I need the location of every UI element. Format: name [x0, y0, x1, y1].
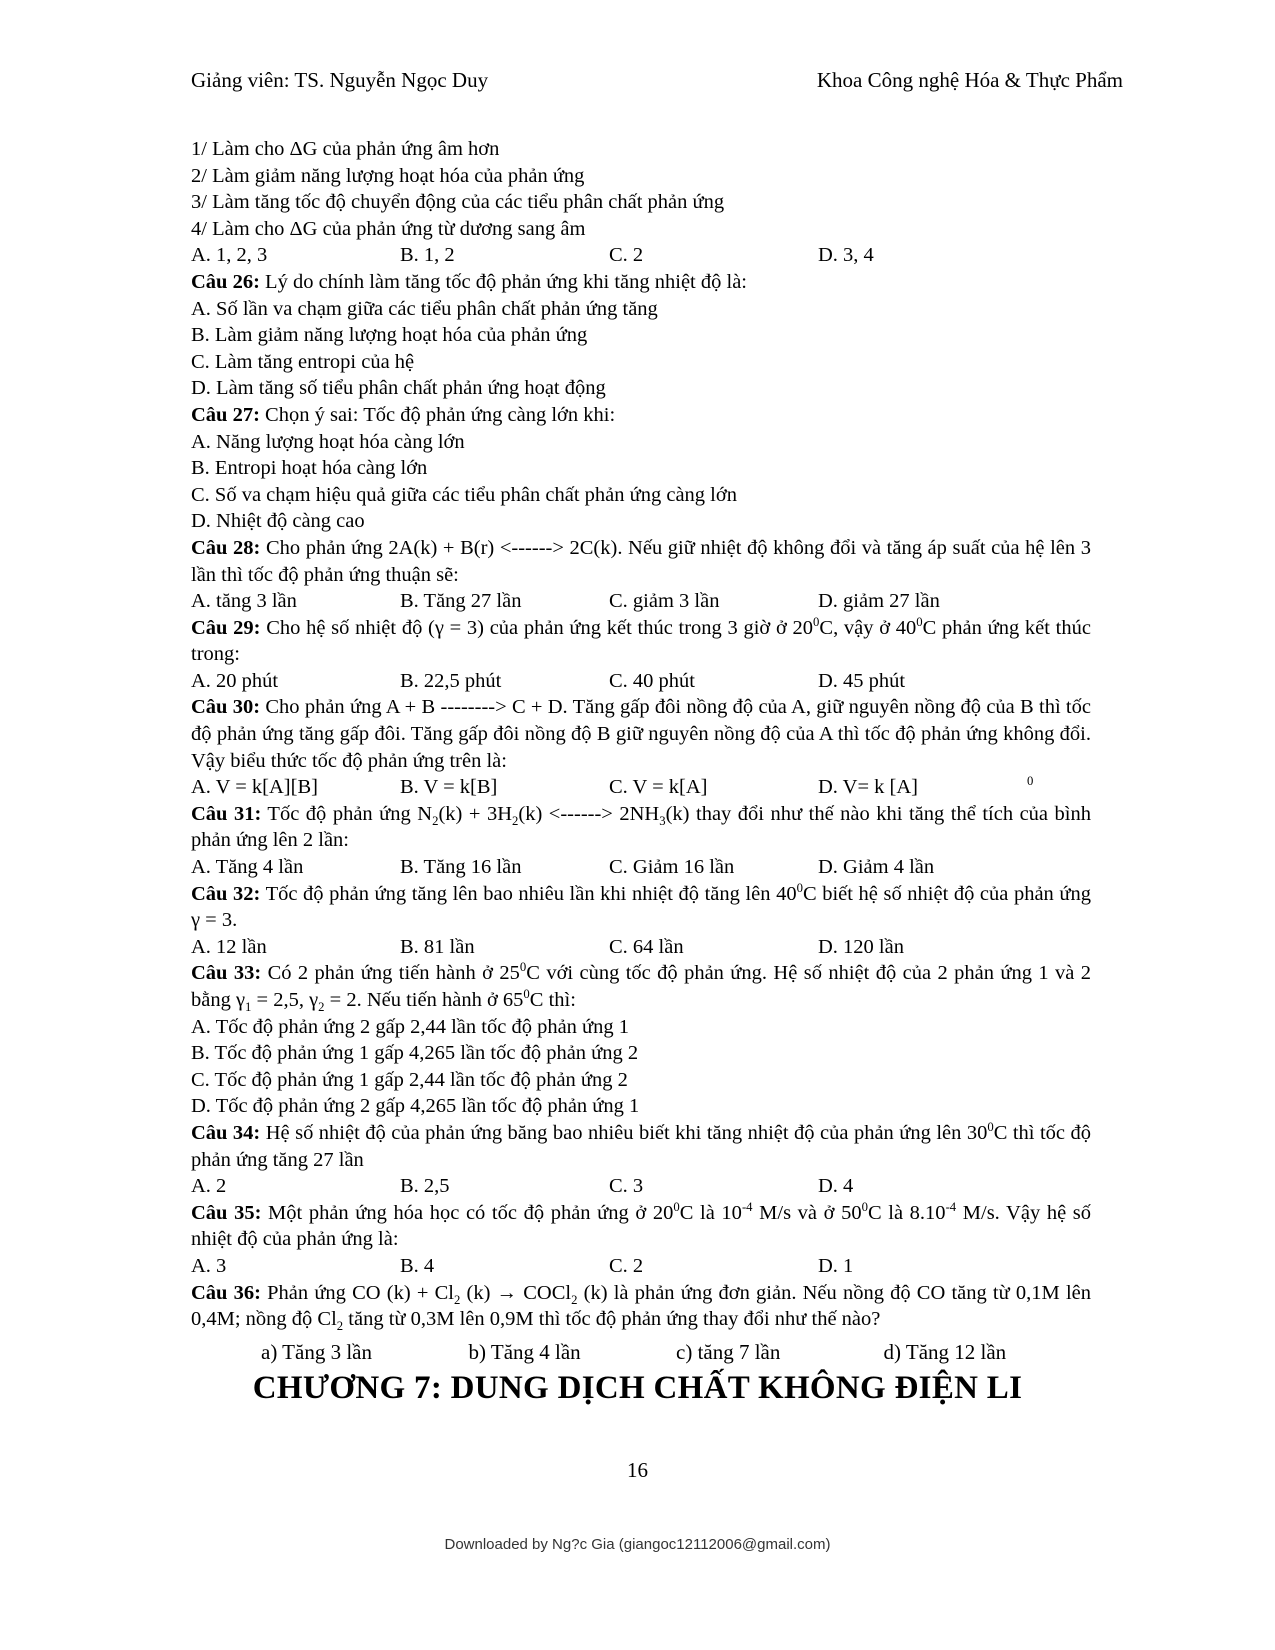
q26-choice-c: C. Làm tăng entropi của hệ: [191, 350, 415, 373]
q25-option-d: D. 3, 4: [818, 244, 874, 267]
q26-choice-a: A. Số lần va chạm giữa các tiểu phân chất phản ứng tăng: [191, 297, 658, 320]
q31-option-b: B. Tăng 16 lần: [400, 856, 522, 879]
q35-text-4: C là 8.10: [867, 1201, 946, 1224]
q29-options: [191, 668, 1091, 695]
q32-option-d: D. 120 lần: [818, 935, 904, 958]
q32-option-a: A. 12 lần: [191, 935, 267, 958]
q36-option-c: c) tăng 7 lần: [676, 1339, 781, 1364]
q36-subscript-1: 2: [453, 1292, 461, 1307]
q33-choice-a: A. Tốc độ phản ứng 2 gấp 2,44 lần tốc độ phản ứng 1: [191, 1015, 630, 1038]
q36-text-1: Phản ứng CO (k) + Cl: [260, 1281, 454, 1304]
q35-superscript-3: 0: [861, 1199, 868, 1214]
q35-option-c: C. 2: [609, 1254, 644, 1277]
q28-option-d: D. giảm 27 lần: [818, 590, 940, 613]
q31-text-1: Tốc độ phản ứng N: [261, 802, 433, 825]
q36-question: [191, 1280, 1091, 1333]
q26-label: Câu 26:: [191, 270, 260, 293]
q31-option-c: C. Giảm 16 lần: [609, 856, 735, 879]
q25-options: [191, 242, 1091, 269]
page-number: 16: [627, 1458, 648, 1482]
q29-option-c: C. 40 phút: [609, 669, 695, 692]
q33-subscript-1: 1: [245, 1000, 252, 1015]
q34-options: [191, 1173, 1091, 1200]
q27-choice-d: D. Nhiệt độ càng cao: [191, 510, 365, 533]
q32-option-c: C. 64 lần: [609, 935, 684, 958]
q33-text-4: = 2. Nếu tiến hành ở 65: [324, 989, 524, 1011]
q31-text-4: (k) thay đổi như thế nào khi tăng thể tích của bình phản ứng lên 2 lần:: [191, 802, 1091, 852]
q32-text-1: Tốc độ phản ứng tăng lên bao nhiêu lần khi nhiệt độ tăng lên 40: [260, 882, 797, 905]
q33-choice-b: B. Tốc độ phản ứng 1 gấp 4,265 lần tốc độ phản ứng 2: [191, 1042, 639, 1065]
q31-option-a: A. Tăng 4 lần: [191, 856, 304, 879]
q27-choice-b: B. Entropi hoạt hóa càng lớn: [191, 457, 428, 480]
q33-text-3: = 2,5, γ: [251, 989, 319, 1011]
q32-options: [191, 934, 1091, 961]
q36-options: [191, 1339, 1091, 1366]
q29-question: [191, 615, 1091, 668]
download-footer: Downloaded by Ng?c Gia (giangoc12112006@gmail.com): [444, 1536, 831, 1553]
q33-choice-c: C. Tốc độ phản ứng 1 gấp 2,44 lần tốc độ phản ứng 2: [191, 1068, 628, 1091]
q35-superscript-1: 0: [673, 1199, 680, 1214]
q29-label: Câu 29:: [191, 616, 261, 639]
header-faculty: Khoa Công nghệ Hóa & Thực Phẩm: [816, 68, 1123, 92]
q30-option-b: B. V = k[B]: [400, 776, 498, 799]
q35-question: [191, 1200, 1091, 1253]
q35-text-1: Một phản ứng hóa học có tốc độ phản ứng ở 20: [261, 1201, 674, 1224]
q35-option-b: B. 4: [400, 1254, 435, 1277]
q27-label: Câu 27:: [191, 403, 260, 426]
q28-question: [191, 535, 1091, 588]
q26-text: Lý do chính làm tăng tốc độ phản ứng khi tăng nhiệt độ là:: [259, 270, 747, 293]
q31-subscript-3: 3: [659, 813, 666, 828]
q32-question: [191, 881, 1091, 934]
q31-subscript-1: 2: [432, 813, 439, 828]
q33-label: Câu 33:: [191, 962, 262, 985]
page-header: [191, 68, 1123, 98]
q29-option-d: D. 45 phút: [818, 669, 906, 692]
q34-question: [191, 1120, 1091, 1173]
q35-superscript-2: -4: [741, 1199, 753, 1214]
q29-option-a: A. 20 phút: [191, 669, 279, 692]
q34-text-1: Hệ số nhiệt độ của phản ứng băng bao nhiêu biết khi tăng nhiệt độ của phản ứng lên 30: [260, 1121, 988, 1144]
q25-item-2: 2/ Làm giảm năng lượng hoạt hóa của phản ứng: [191, 164, 585, 187]
q29-superscript-2: 0: [916, 614, 923, 629]
q35-text-5: M/s. Vậy hệ số nhiệt độ của phản ứng là:: [191, 1201, 1092, 1251]
q26-question: [191, 269, 1091, 296]
q28-option-a: A. tăng 3 lần: [191, 590, 297, 613]
q32-label: Câu 32:: [191, 882, 261, 905]
q36-label: Câu 36:: [191, 1281, 261, 1304]
q36-text-4: tăng từ 0,3M lên 0,9M thì tốc độ phản ứng thay đổi như thế nào?: [343, 1308, 881, 1331]
q34-option-b: B. 2,5: [400, 1175, 450, 1198]
q27-text: Chọn ý sai: Tốc độ phản ứng càng lớn khi:: [259, 403, 616, 426]
q31-options: [191, 854, 1091, 881]
q34-option-c: C. 3: [609, 1175, 644, 1198]
q34-text-2: C thì tốc độ phản ứng tăng 27 lần: [191, 1121, 1091, 1171]
document-body: [191, 136, 1091, 1365]
q30-label: Câu 30:: [191, 696, 261, 719]
q28-option-c: C. giảm 3 lần: [609, 590, 720, 613]
q36-option-d: d) Tăng 12 lần: [883, 1339, 1007, 1364]
q31-text-3: (k) <------> 2NH: [518, 802, 660, 825]
q34-label: Câu 34:: [191, 1121, 261, 1144]
q26-choice-d: D. Làm tăng số tiểu phân chất phản ứng hoạt động: [191, 377, 606, 400]
q29-superscript-1: 0: [813, 614, 820, 629]
q33-question: [191, 960, 1091, 1013]
q29-text-3: C phản ứng kết thúc trong:: [191, 616, 1091, 666]
q33-choice-d: D. Tốc độ phản ứng 2 gấp 4,265 lần tốc độ phản ứng 1: [191, 1095, 640, 1118]
q25-item-3: 3/ Làm tăng tốc độ chuyển động của các tiểu phân chất phản ứng: [191, 191, 725, 214]
q32-option-b: B. 81 lần: [400, 935, 475, 958]
q33-superscript-2: 0: [523, 987, 530, 1002]
q31-option-d: D. Giảm 4 lần: [818, 856, 935, 879]
q35-option-a: A. 3: [191, 1254, 227, 1277]
q35-option-d: D. 1: [818, 1254, 854, 1277]
q31-subscript-2: 2: [512, 813, 519, 828]
q28-options: [191, 588, 1091, 615]
q35-label: Câu 35:: [191, 1201, 262, 1224]
q25-option-a: A. 1, 2, 3: [191, 244, 268, 267]
q27-choice-c: C. Số va chạm hiệu quả giữa các tiểu phân chất phản ứng càng lớn: [191, 483, 737, 506]
q30-question: [191, 694, 1091, 774]
q33-subscript-2: 2: [318, 1000, 325, 1015]
q31-text-2: (k) + 3H: [438, 802, 513, 825]
q33-text-2: C với cùng tốc độ phản ứng. Hệ số nhiệt độ của 2 phản ứng 1 và 2 bằng γ: [191, 962, 1091, 1011]
q29-text-1: Cho hệ số nhiệt độ (γ = 3) của phản ứng kết thúc trong 3 giờ ở 20: [260, 616, 814, 639]
q31-question: [191, 801, 1091, 854]
q32-text-2: C biết hệ số nhiệt độ của phản ứng γ = 3.: [191, 882, 1092, 932]
q35-text-3: M/s và ở 50: [752, 1201, 862, 1224]
q34-superscript-1: 0: [987, 1120, 994, 1135]
q25-item-4: 4/ Làm cho ΔG của phản ứng từ dương sang âm: [191, 217, 586, 240]
q30-option-d: [818, 774, 1034, 801]
q33-superscript-1: 0: [519, 960, 527, 975]
header-lecturer: Giảng viên: TS. Nguyễn Ngọc Duy: [191, 68, 489, 92]
q28-option-b: B. Tăng 27 lần: [400, 590, 522, 613]
q36-text-2: (k) → COCl: [460, 1281, 572, 1304]
q25-option-b: B. 1, 2: [400, 244, 455, 267]
q35-options: [191, 1253, 1091, 1280]
q36-option-a: a) Tăng 3 lần: [261, 1339, 372, 1364]
q27-choice-a: A. Năng lượng hoạt hóa càng lớn: [191, 430, 465, 453]
q30-options: [191, 774, 1091, 801]
q35-superscript-4: -4: [945, 1199, 957, 1214]
q27-question: [191, 402, 1091, 429]
q34-option-a: A. 2: [191, 1175, 227, 1198]
q36-subscript-2: 2: [571, 1292, 578, 1307]
q29-text-2: C, vậy ở 40: [819, 616, 917, 639]
q33-text-5: C thì:: [529, 989, 576, 1011]
q35-text-2: C là 10: [679, 1201, 742, 1224]
q36-option-b: b) Tăng 4 lần: [468, 1339, 581, 1364]
q31-label: Câu 31:: [191, 802, 262, 825]
q36-text-3: (k) là phản ứng đơn giản. Nếu nồng độ CO tăng từ 0,1M lên 0,4M; nồng độ Cl: [191, 1281, 1091, 1331]
q25-option-c: C. 2: [609, 244, 644, 267]
q26-choice-b: B. Làm giảm năng lượng hoạt hóa của phản ứng: [191, 324, 588, 347]
q28-text: Cho phản ứng 2A(k) + B(r) <------> 2C(k). Nếu giữ nhiệt độ không đổi và tăng áp suất của hệ lên 3 lần thì tốc độ phản ứng thuận sẽ:: [191, 536, 1091, 586]
q25-item-1: 1/ Làm cho ΔG của phản ứng âm hơn: [191, 138, 500, 160]
q36-subscript-3: 2: [336, 1319, 344, 1334]
q30-option-d-superscript: 0: [1027, 774, 1034, 789]
q29-option-b: B. 22,5 phút: [400, 669, 502, 692]
q30-option-c: C. V = k[A]: [609, 776, 708, 799]
q33-text-1: Có 2 phản ứng tiến hành ở 25: [261, 962, 520, 985]
chapter-title: CHƯƠNG 7: DUNG DỊCH CHẤT KHÔNG ĐIỆN LI: [252, 1370, 1023, 1406]
q28-label: Câu 28:: [191, 536, 261, 559]
q34-option-d: D. 4: [818, 1175, 854, 1198]
q32-superscript-1: 0: [796, 880, 803, 895]
q30-option-d-text: D. V= k [A]: [818, 776, 919, 799]
q30-text: Cho phản ứng A + B --------> C + D. Tăng gấp đôi nồng độ của A, giữ nguyên nồng độ của B thì tốc độ phản ứng tăng gấp đôi. Tăng gấp đôi nồng độ B giữ nguyên nồng độ của A thì tốc độ phản ứng không đổi. Vậy biểu thức tốc độ phản ứng trên là:: [191, 696, 1091, 772]
q30-option-a: A. V = k[A][B]: [191, 776, 318, 799]
